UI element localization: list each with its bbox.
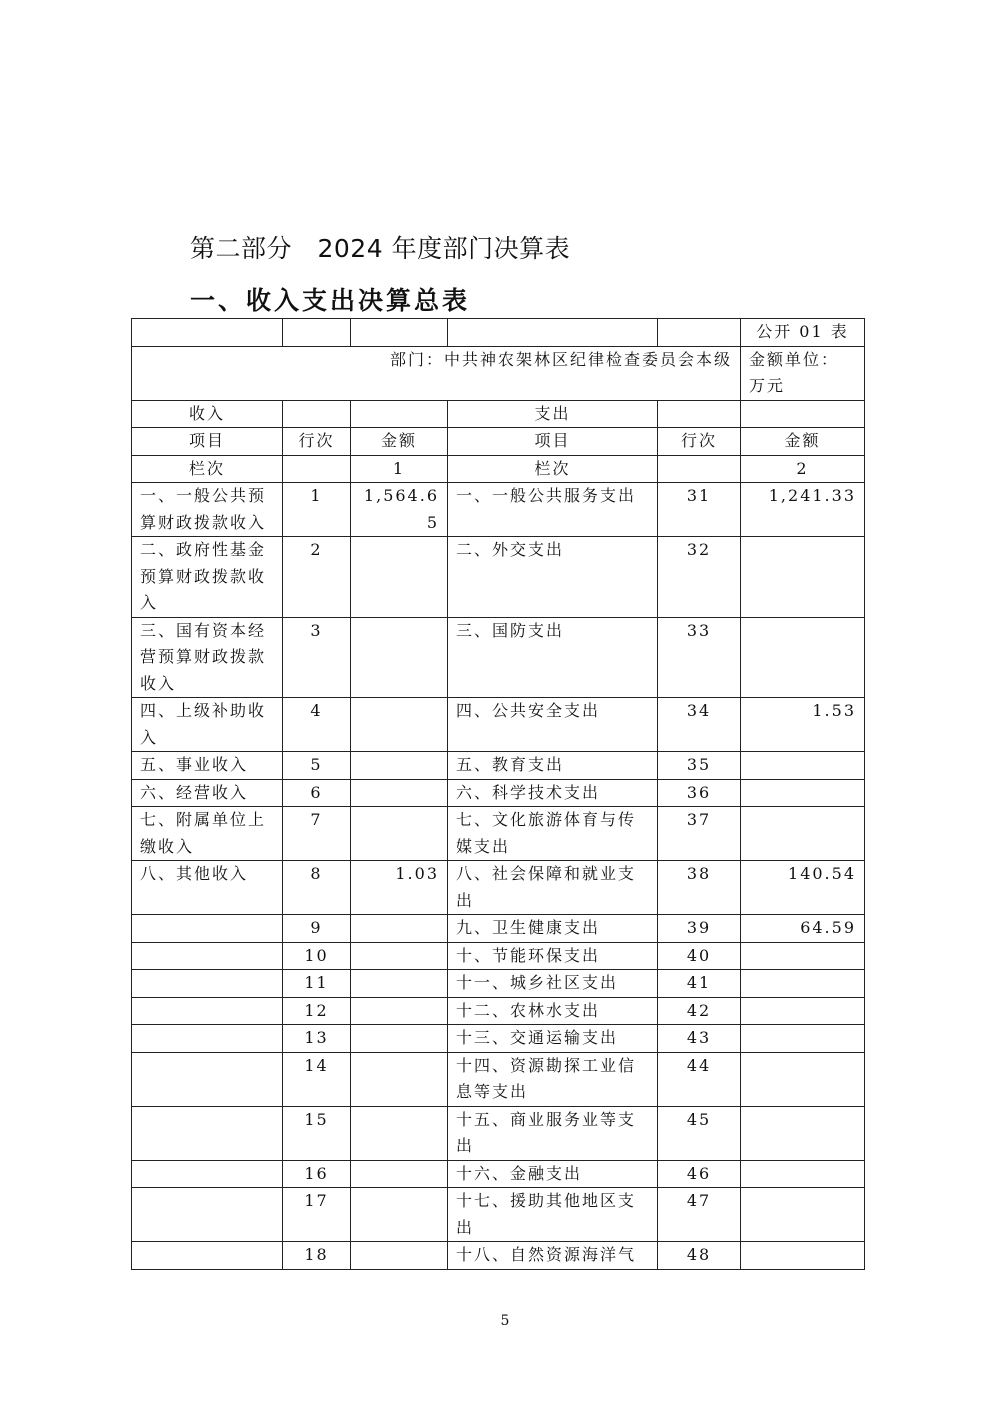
expense-amount xyxy=(741,1160,865,1188)
section-title: 一、收入支出决算总表 xyxy=(190,286,471,315)
income-line-number: 14 xyxy=(283,1052,351,1106)
expense-item: 十七、援助其他地区支出 xyxy=(448,1188,658,1242)
table-row xyxy=(132,915,865,943)
table-row xyxy=(132,1052,865,1106)
expense-item: 十五、商业服务业等支出 xyxy=(448,1106,658,1160)
expense-amount xyxy=(741,807,865,861)
income-item: 七、附属单位上缴收入 xyxy=(132,807,283,861)
table-row xyxy=(132,483,865,537)
income-item xyxy=(132,1106,283,1160)
income-item xyxy=(132,915,283,943)
row-label-expense: 栏次 xyxy=(448,455,658,483)
expense-item: 一、一般公共服务支出 xyxy=(448,483,658,537)
expense-line-number: 36 xyxy=(658,779,741,807)
income-amount xyxy=(351,752,448,780)
table-row xyxy=(132,1025,865,1053)
expense-line-number: 33 xyxy=(658,617,741,698)
income-amount xyxy=(351,807,448,861)
expense-line-number: 40 xyxy=(658,942,741,970)
income-expense-summary-table xyxy=(131,318,865,1270)
income-amount xyxy=(351,1106,448,1160)
income-line-number: 10 xyxy=(283,942,351,970)
income-item xyxy=(132,997,283,1025)
income-amount xyxy=(351,1025,448,1053)
expense-item: 十一、城乡社区支出 xyxy=(448,970,658,998)
table-row xyxy=(132,1242,865,1270)
expense-amount xyxy=(741,1106,865,1160)
page-number: 5 xyxy=(500,1313,510,1329)
expense-amount xyxy=(741,779,865,807)
expense-amount xyxy=(741,1242,865,1270)
expense-line-number: 48 xyxy=(658,1242,741,1270)
table-row xyxy=(132,997,865,1025)
expense-amount: 64.59 xyxy=(741,915,865,943)
income-item xyxy=(132,1025,283,1053)
income-item: 四、上级补助收入 xyxy=(132,698,283,752)
expense-amount xyxy=(741,997,865,1025)
expense-item: 十八、自然资源海洋气 xyxy=(448,1242,658,1270)
income-item xyxy=(132,942,283,970)
expense-line-number: 46 xyxy=(658,1160,741,1188)
income-item xyxy=(132,1052,283,1106)
expense-amount xyxy=(741,970,865,998)
income-item xyxy=(132,1242,283,1270)
income-amount xyxy=(351,1188,448,1242)
income-line-number: 16 xyxy=(283,1160,351,1188)
income-amount xyxy=(351,1052,448,1106)
income-amount xyxy=(351,970,448,998)
expense-item: 六、科学技术支出 xyxy=(448,779,658,807)
row-label: 栏次 xyxy=(132,455,283,483)
expense-amount xyxy=(741,1188,865,1242)
income-amount: 1,564.65 xyxy=(351,483,448,537)
expense-amount: 140.54 xyxy=(741,861,865,915)
expense-line-number: 32 xyxy=(658,537,741,618)
col-header-amount-expense: 金额 xyxy=(741,428,865,456)
expense-line-number: 45 xyxy=(658,1106,741,1160)
col-header-line: 行次 xyxy=(283,428,351,456)
expense-line-number: 37 xyxy=(658,807,741,861)
col-header-item-expense: 项目 xyxy=(448,428,658,456)
expense-amount xyxy=(741,617,865,698)
table-row xyxy=(132,942,865,970)
income-line-number: 1 xyxy=(283,483,351,537)
column-index-row xyxy=(132,455,865,483)
income-amount xyxy=(351,617,448,698)
income-header: 收入 xyxy=(132,400,283,428)
income-line-number: 11 xyxy=(283,970,351,998)
table-row xyxy=(132,698,865,752)
income-item: 八、其他收入 xyxy=(132,861,283,915)
expense-item: 五、教育支出 xyxy=(448,752,658,780)
col-header-item: 项目 xyxy=(132,428,283,456)
expense-item: 十三、交通运输支出 xyxy=(448,1025,658,1053)
income-line-number: 4 xyxy=(283,698,351,752)
income-line-number: 17 xyxy=(283,1188,351,1242)
expense-header: 支出 xyxy=(448,400,658,428)
table-row xyxy=(132,861,865,915)
income-line-number: 3 xyxy=(283,617,351,698)
income-item xyxy=(132,1160,283,1188)
expense-line-number: 39 xyxy=(658,915,741,943)
income-line-number: 12 xyxy=(283,997,351,1025)
table-row xyxy=(132,1106,865,1160)
income-item: 六、经营收入 xyxy=(132,779,283,807)
table-row xyxy=(132,537,865,618)
income-line-number: 2 xyxy=(283,537,351,618)
expense-amount xyxy=(741,537,865,618)
amount-unit: 金额单位：万元 xyxy=(741,346,865,400)
expense-amount xyxy=(741,942,865,970)
expense-item: 八、社会保障和就业支出 xyxy=(448,861,658,915)
expense-item: 三、国防支出 xyxy=(448,617,658,698)
income-item xyxy=(132,1188,283,1242)
expense-amount: 1,241.33 xyxy=(741,483,865,537)
department-row xyxy=(132,346,865,400)
expense-item: 七、文化旅游体育与传媒支出 xyxy=(448,807,658,861)
column-index-1: 1 xyxy=(351,455,448,483)
income-item: 二、政府性基金预算财政拨款收入 xyxy=(132,537,283,618)
income-line-number: 7 xyxy=(283,807,351,861)
table-row xyxy=(132,807,865,861)
column-index-2: 2 xyxy=(741,455,865,483)
expense-item: 十、节能环保支出 xyxy=(448,942,658,970)
income-item: 一、一般公共预算财政拨款收入 xyxy=(132,483,283,537)
column-header-row xyxy=(132,428,865,456)
income-amount xyxy=(351,698,448,752)
expense-line-number: 35 xyxy=(658,752,741,780)
expense-item: 二、外交支出 xyxy=(448,537,658,618)
table-row xyxy=(132,970,865,998)
income-line-number: 6 xyxy=(283,779,351,807)
table-row xyxy=(132,617,865,698)
income-amount xyxy=(351,915,448,943)
income-line-number: 9 xyxy=(283,915,351,943)
section-header-row xyxy=(132,400,865,428)
expense-item: 四、公共安全支出 xyxy=(448,698,658,752)
part-title: 第二部分 2024 年度部门决算表 xyxy=(190,234,571,263)
expense-item: 十四、资源勘探工业信息等支出 xyxy=(448,1052,658,1106)
income-item xyxy=(132,970,283,998)
expense-line-number: 31 xyxy=(658,483,741,537)
income-amount xyxy=(351,997,448,1025)
expense-line-number: 42 xyxy=(658,997,741,1025)
expense-line-number: 47 xyxy=(658,1188,741,1242)
table-row xyxy=(132,1188,865,1242)
income-amount xyxy=(351,942,448,970)
col-header-line-expense: 行次 xyxy=(658,428,741,456)
table-row xyxy=(132,752,865,780)
expense-line-number: 44 xyxy=(658,1052,741,1106)
income-amount: 1.03 xyxy=(351,861,448,915)
expense-line-number: 38 xyxy=(658,861,741,915)
expense-line-number: 43 xyxy=(658,1025,741,1053)
expense-amount xyxy=(741,1052,865,1106)
income-line-number: 8 xyxy=(283,861,351,915)
col-header-amount: 金额 xyxy=(351,428,448,456)
income-line-number: 5 xyxy=(283,752,351,780)
income-amount xyxy=(351,779,448,807)
expense-item: 九、卫生健康支出 xyxy=(448,915,658,943)
form-number-row xyxy=(132,319,865,347)
income-amount xyxy=(351,537,448,618)
expense-line-number: 41 xyxy=(658,970,741,998)
expense-line-number: 34 xyxy=(658,698,741,752)
table-row xyxy=(132,1160,865,1188)
department-label: 部门：中共神农架林区纪律检查委员会本级 xyxy=(132,346,741,400)
expense-item: 十二、农林水支出 xyxy=(448,997,658,1025)
expense-amount xyxy=(741,752,865,780)
expense-amount xyxy=(741,1025,865,1053)
expense-amount: 1.53 xyxy=(741,698,865,752)
income-amount xyxy=(351,1160,448,1188)
income-line-number: 13 xyxy=(283,1025,351,1053)
income-amount xyxy=(351,1242,448,1270)
income-item: 五、事业收入 xyxy=(132,752,283,780)
income-line-number: 15 xyxy=(283,1106,351,1160)
income-item: 三、国有资本经营预算财政拨款收入 xyxy=(132,617,283,698)
expense-item: 十六、金融支出 xyxy=(448,1160,658,1188)
income-line-number: 18 xyxy=(283,1242,351,1270)
form-number: 公开 01 表 xyxy=(741,319,865,347)
table-row xyxy=(132,779,865,807)
